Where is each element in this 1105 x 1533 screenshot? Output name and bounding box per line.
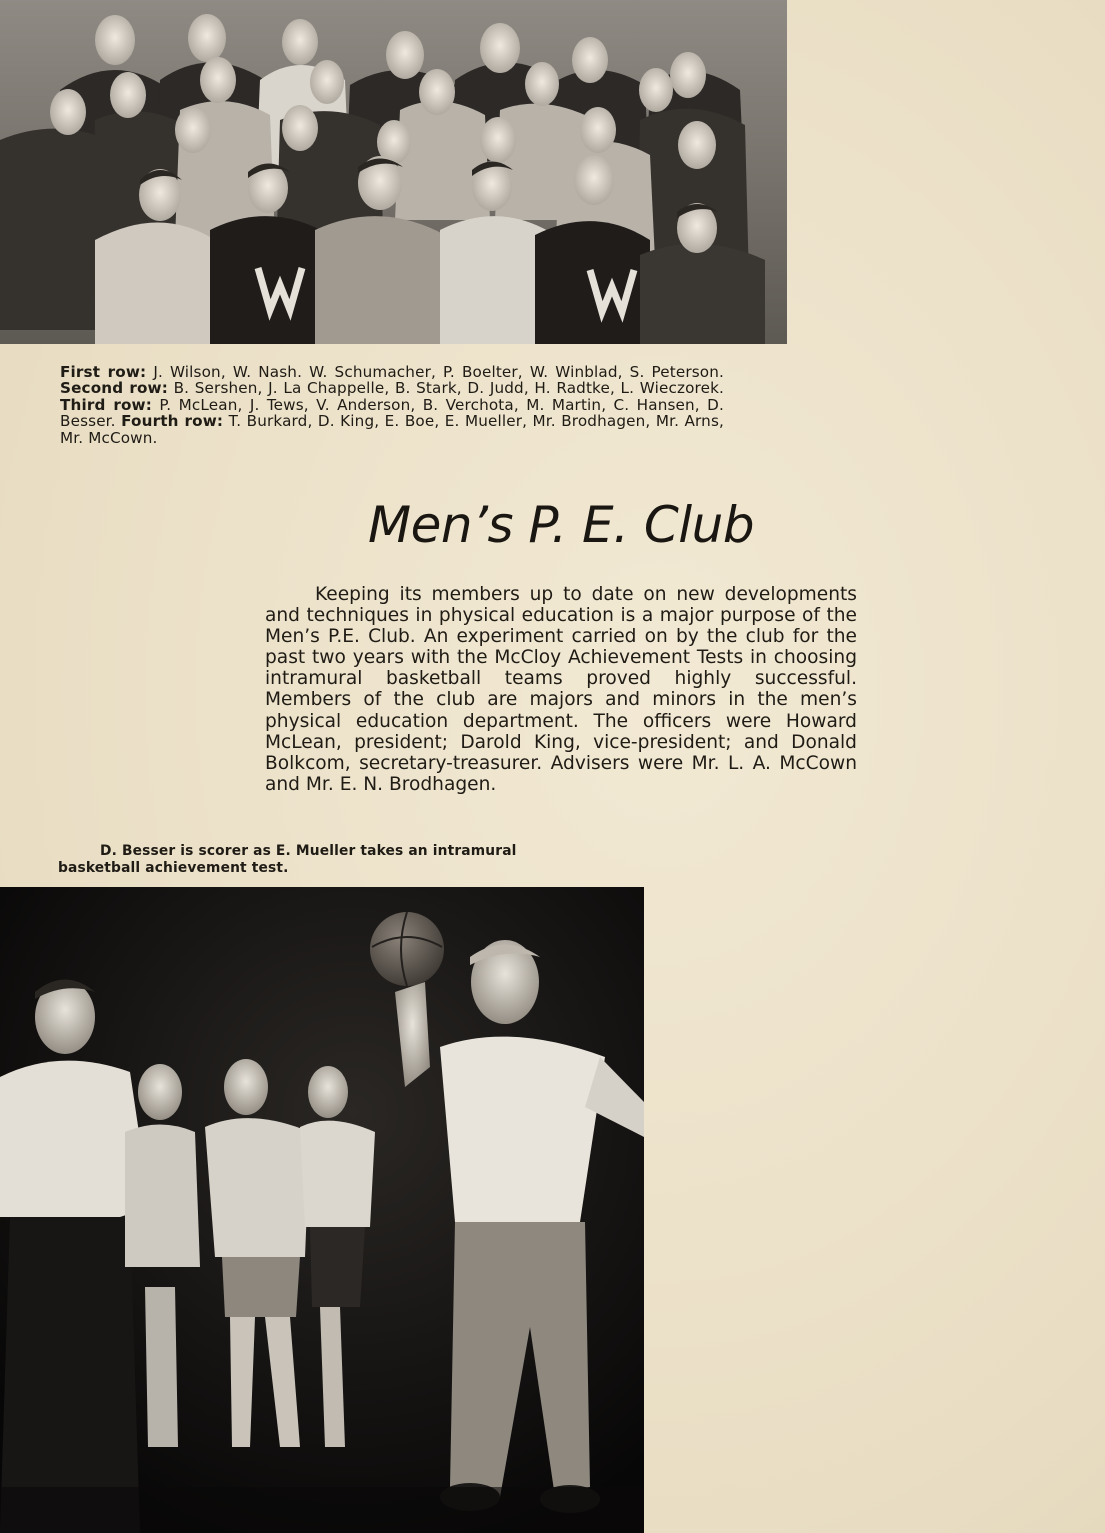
action-photo-caption: D. Besser is scorer as E. Mueller takes an intramural basketball achievement test. [58,843,517,876]
caption-row-label: Third row: [60,395,152,414]
caption-row-names: J. Wilson, W. Nash. W. Schumacher, P. Boelter, W. Winblad, S. Peterson. [153,363,725,381]
caption-row-names: T. Burkard, D. King, E. Boe, E. Mueller, Mr. Brodhagen, Mr. Arns, Mr. McCown. [60,412,724,447]
caption-row-names: P. McLean, J. Tews, V. Anderson, B. Verchota, M. Martin, C. Hansen, D. Besser. [60,395,724,431]
article-body: Keeping its members up to date on new developments and techniques in physical education is a major purpose of the Men’s P.E. Club. An experiment carried on by the club for the past two years with the McCloy Achievement Tests in choosing intramural basketball teams proved highly successful. Members of the club are majors and minors in the men’s physical education department. The officers were Howard McLean, president; Darold King, vice-president; and Donald Bolkcom, secretary-treasurer. Advisers were Mr. L. A. McCown and Mr. E. N. Brodhagen. [265,584,857,795]
caption-row-label: First row: [60,363,147,381]
action-photo [0,887,644,1533]
group-photo-caption [60,364,724,446]
caption-row-label: Second row: [60,379,168,398]
group-photo [0,0,787,344]
page-title: Men’s P. E. Club [368,496,755,554]
caption-row-label: Fourth row: [121,412,224,431]
caption-row-names: B. Sershen, J. La Chappelle, B. Stark, D. Judd, H. Radtke, L. Wieczorek. [173,379,724,398]
